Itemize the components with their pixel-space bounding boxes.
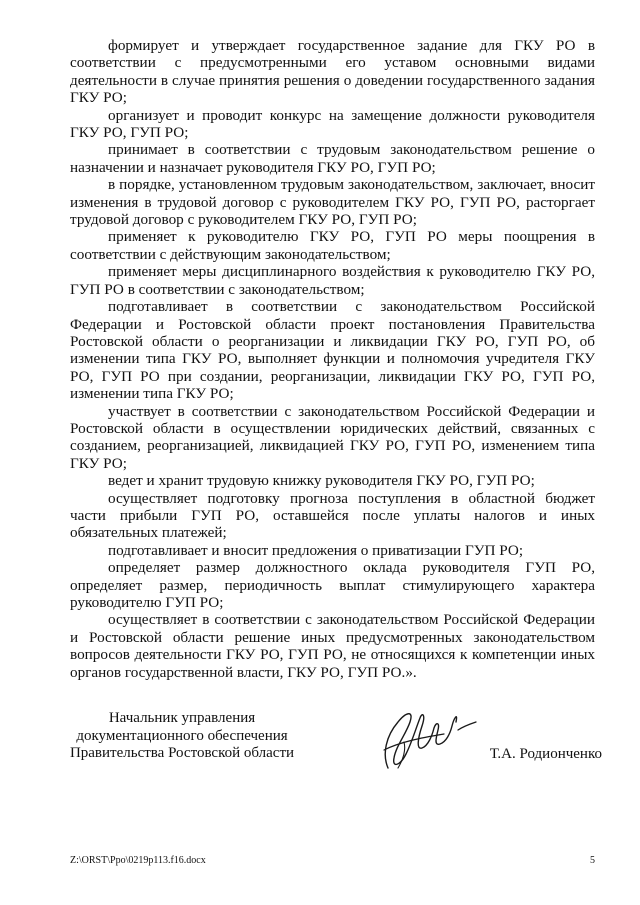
paragraph: осуществляет в соответствии с законодательством Российской Федерации и Ростовской области решение иных предусмотренных законодательством вопросов деятельности ГКУ РО, ГУП РО, не относящихся к компетенции иных органов государственной власти, ГКУ РО, ГУП РО.». <box>70 611 595 681</box>
paragraph: подготавливает в соответствии с законодательством Российской Федерации и Ростовской области проект постановления Правительства Ростовской области о реорганизации и ликвидации ГКУ РО, ГУП РО, об изменении типа ГКУ РО, выполняет функции и полномочия учредителя ГКУ РО, ГУП РО при создании, реорганизации, ликвидации ГКУ РО, ГУП РО, изменении типа ГКУ РО; <box>70 298 595 403</box>
file-path: Z:\ORST\Ppo\0219p113.f16.docx <box>70 855 206 866</box>
paragraph: участвует в соответствии с законодательством Российской Федерации и Ростовской области в осуществлении юридических действий, связанных с созданием, реорганизацией, ликвидацией ГКУ РО, ГУП РО, изменением типа ГКУ РО; <box>70 402 595 472</box>
paragraph: принимает в соответствии с трудовым законодательством решение о назначении и назначает руководителя ГКУ РО, ГУП РО; <box>70 141 595 176</box>
paragraph: осуществляет подготовку прогноза поступления в областной бюджет части прибыли ГУП РО, оставшейся после уплаты налогов и иных обязательных платежей; <box>70 489 595 542</box>
signatory-title-line: документационного обеспечения <box>76 727 288 744</box>
signatory-title <box>62 710 302 763</box>
paragraph: определяет размер должностного оклада руководителя ГУП РО, определяет размер, периодичность выплат стимулирующего характера руководителю ГУП РО; <box>70 559 595 611</box>
handwritten-signature-icon <box>360 698 480 780</box>
document-body <box>70 37 595 681</box>
paragraph: применяет к руководителю ГКУ РО, ГУП РО меры поощрения в соответствии с действующим законодательством; <box>70 228 595 263</box>
signatory-title-line: Правительства Ростовской области <box>69 745 295 761</box>
paragraph: формирует и утверждает государственное задание для ГКУ РО в соответствии с предусмотренными его уставом основными видами деятельности в случае принятия решения о доведении государственного задания ГКУ РО; <box>70 37 595 107</box>
signatory-title-line: Начальник управления <box>108 710 256 726</box>
paragraph: подготавливает и вносит предложения о приватизации ГУП РО; <box>108 541 524 559</box>
paragraph: организует и проводит конкурс на замещение должности руководителя ГКУ РО, ГУП РО; <box>70 106 595 142</box>
paragraph: в порядке, установленном трудовым законодательством, заключает, вносит изменения в трудовой договор с руководителем ГКУ РО, ГУП РО, расторгает трудовой договор с руководителем ГКУ РО, ГУП РО; <box>70 176 595 229</box>
signature-block <box>62 710 602 790</box>
signatory-name: Т.А. Родионченко <box>489 746 602 762</box>
paragraph: применяет меры дисциплинарного воздействия к руководителю ГКУ РО, ГУП РО в соответствии с законодательством; <box>70 263 595 298</box>
paragraph: ведет и хранит трудовую книжку руководителя ГКУ РО, ГУП РО; <box>108 472 535 490</box>
page-number: 5 <box>590 855 595 866</box>
